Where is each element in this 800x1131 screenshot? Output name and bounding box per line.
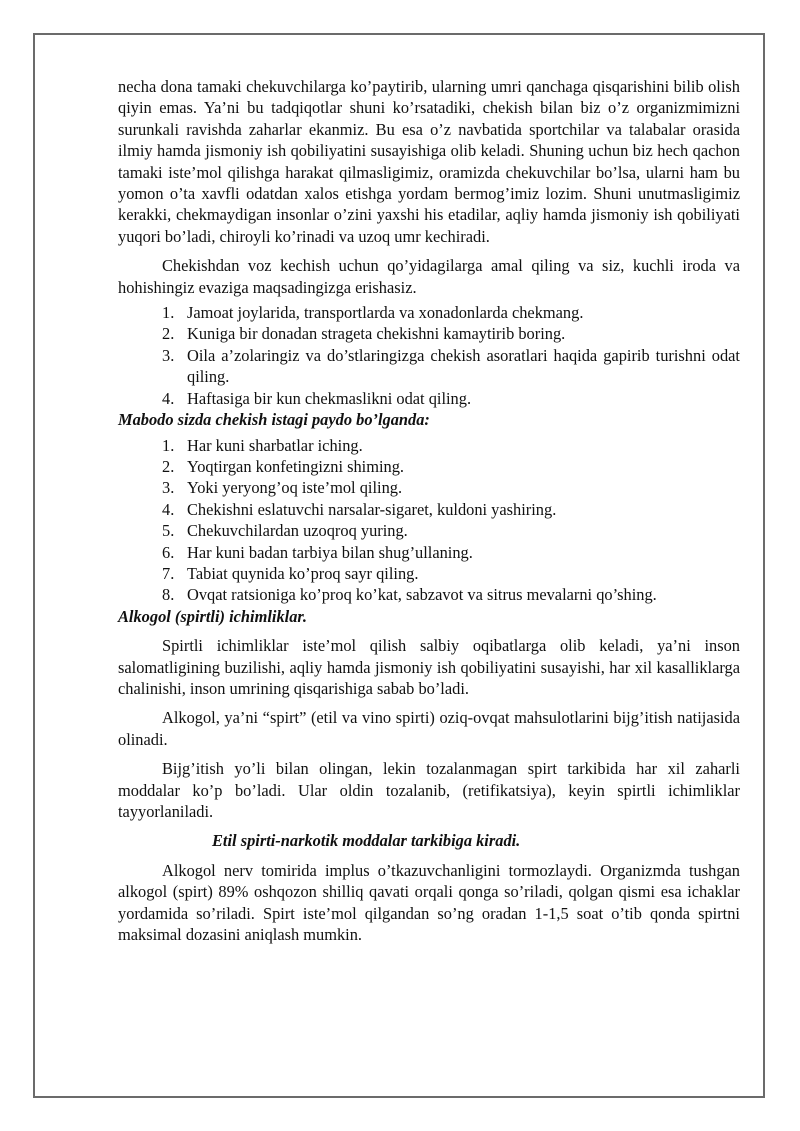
- list-item: 4. Chekishni eslatuvchi narsalar-sigaret, kuldoni yashiring.: [162, 499, 557, 519]
- paragraph-intro: necha dona tamaki chekuvchilarga ko’paytirib, ularning umri qanchaga qisqarishini bilib olish qiyin emas. Ya’ni bu tadqiqotlar shuni ko’rsatadiki, chekish bilan biz o’z organizmimizni surunkali ravishda zaharlar ekanmiz. Bu esa o’z navbatida sportchilar va talabalar orasida ilmiy hamda jismoniy ish qobiliyatini susayishiga olib keladi. Shuning uchun biz hech qachon tamaki iste’mol qilishga harakat qilmasligimiz, oramizda chekuvchilar bo’lsa, ularni ham bu yomon o’ta xavfli odatdan xalos etishga yordam bermog’imiz lozim. Shuni unutmasligimiz kerakki, chekmaydigan insonlar o’zini yaxshi his etadilar, aqliy hamda jismoniy ish qobiliyati yuqori bo’ladi, chiroyli ko’rinadi va uzoq umr kechiradi.: [118, 77, 740, 246]
- paragraph-fermentation: Bijg’itish yo’li bilan olingan, lekin tozalanmagan spirt tarkibida har xil zaharli moddalar ko’p bo’ladi. Ular oldin tozalanib, (retifikatsiya), keyin spirtli ichimliklar tayyorlaniladi.: [118, 759, 740, 821]
- list-item: 3. Oila a’zolaringiz va do’stlaringizga chekish asoratlari haqida gapirib turishni odat qiling.: [162, 345, 740, 387]
- list-item: 8. Ovqat ratsioniga ko’proq ko’kat, sabzavot va sitrus mevalarni qo’shing.: [162, 585, 657, 605]
- list-item: 1. Jamoat joylarida, transportlarda va xonadonlarda chekmang.: [162, 303, 584, 323]
- heading-ethyl: Etil spirti-narkotik moddalar tarkibiga kiradi.: [212, 831, 521, 851]
- list-item: 2. Yoqtirgan konfetingizni shiming.: [162, 456, 405, 476]
- list-item: 1. Har kuni sharbatlar iching.: [162, 435, 363, 455]
- list-item: 7. Tabiat quynida ko’proq sayr qiling.: [162, 563, 419, 583]
- heading-craving: Mabodo sizda chekish istagi paydo bo’lganda:: [118, 410, 430, 430]
- paragraph-absorption: Alkogol nerv tomirida implus o’tkazuvchanligini tormozlaydi. Organizmda tushgan alkogol (spirt) 89% oshqozon shilliq qavati orqali qonga so’riladi, qolgan qismi esa ichaklar yordamida so’riladi. Spirt iste’mol qilgandan so’ng oradan 1-1,5 soat o’tib qonda spirtni maksimal dozasini aniqlash mumkin.: [118, 860, 740, 945]
- list-item: 3. Yoki yeryong’oq iste’mol qiling.: [162, 478, 403, 498]
- craving-list: [118, 435, 740, 606]
- paragraph-quit-advice: Chekishdan voz kechish uchun qo’yidagilarga amal qiling va siz, kuchli iroda va hohishingiz evaziga maqsadingizga erishasiz.: [118, 256, 740, 297]
- quit-smoking-list: [118, 302, 740, 409]
- document-body: [118, 76, 740, 945]
- list-item: 2. Kuniga bir donadan strageta chekishni kamaytirib boring.: [162, 324, 566, 344]
- paragraph-alcohol-harm: Spirtli ichimliklar iste’mol qilish salbiy oqibatlarga olib keladi, ya’ni inson salomatligining buzilishi, aqliy hamda jismoniy ish qobiliyatini susayishi, har xil kasalliklarga chalinishi, inson umrining qisqarishiga sabab bo’ladi.: [118, 636, 740, 698]
- heading-alcohol: Alkogol (spirtli) ichimliklar.: [118, 606, 307, 626]
- list-item: 4. Haftasiga bir kun chekmaslikni odat qiling.: [162, 388, 472, 408]
- paragraph-alcohol-definition: Alkogol, ya’ni “spirt” (etil va vino spirti) oziq-ovqat mahsulotlarini bijg’itish natijasida olinadi.: [118, 708, 740, 749]
- list-item: 5. Chekuvchilardan uzoqroq yuring.: [162, 521, 408, 541]
- list-item: 6. Har kuni badan tarbiya bilan shug’ullaning.: [162, 542, 473, 562]
